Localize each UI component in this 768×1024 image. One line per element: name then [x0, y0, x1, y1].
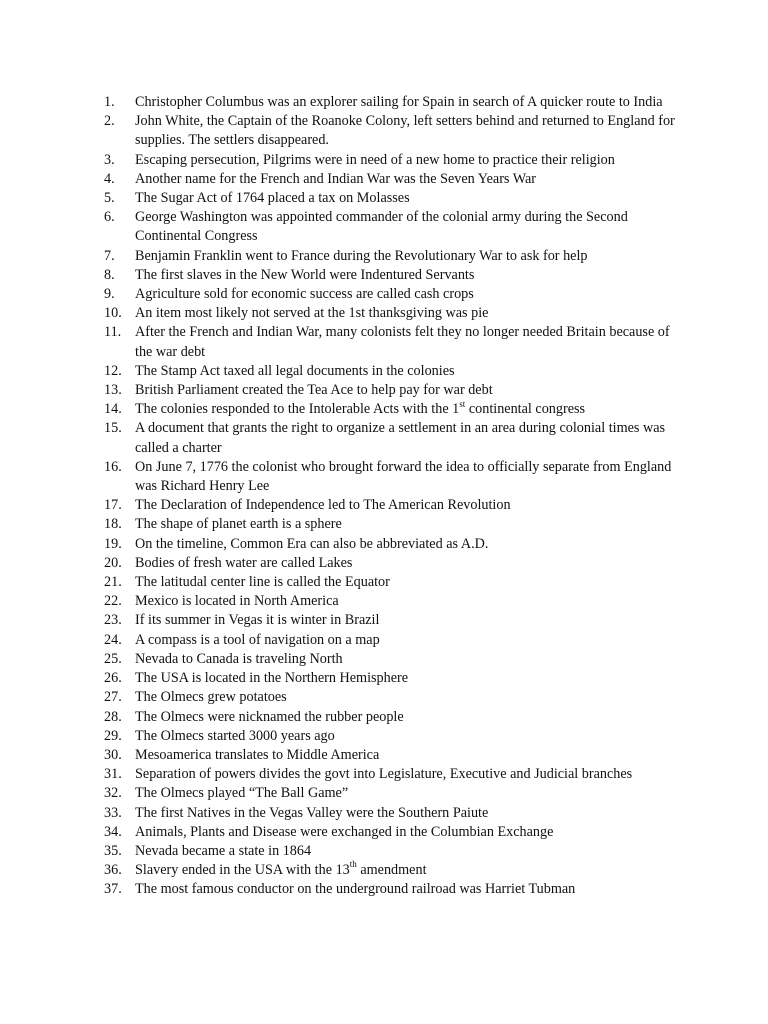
list-item-number: 17. — [104, 497, 122, 514]
list-item-text-main: An item most likely not served at the 1st thanksgiving was pie — [135, 305, 489, 322]
list-item-text-main: George Washington was appointed commander of the colonial army during the Second Continental Congress — [135, 209, 628, 245]
list-item-number: 6. — [104, 209, 115, 226]
ordinal-superscript: th — [349, 859, 357, 870]
list-item-text-main: A compass is a tool of navigation on a map — [135, 631, 380, 648]
list-item-text — [135, 94, 663, 110]
list-item — [104, 650, 684, 669]
list-item-text — [135, 459, 671, 494]
list-item-text — [135, 305, 488, 321]
list-item-text-main: Christopher Columbus was an explorer sailing for Spain in search of A quicker route to India — [135, 94, 663, 110]
list-item-number: 28. — [104, 708, 122, 725]
list-item-text-main: The Olmecs started 3000 years ago — [135, 727, 335, 744]
list-item-text-main: Another name for the French and Indian War was the Seven Years War — [135, 170, 537, 187]
list-item-number: 26. — [104, 670, 122, 687]
list-item-text — [135, 824, 553, 840]
list-item-text-main: On the timeline, Common Era can also be abbreviated as A.D. — [135, 535, 489, 552]
list-item-text-main: The first slaves in the New World were Indentured Servants — [135, 266, 475, 283]
list-item-number: 11. — [104, 324, 122, 341]
list-item-text — [135, 728, 335, 744]
list-item-text-main: The Stamp Act taxed all legal documents in the colonies — [135, 362, 455, 379]
list-item-number: 10. — [104, 305, 122, 322]
list-item-text-main: The first Natives in the Vegas Valley were the Southern Paiute — [135, 804, 489, 821]
list-item — [104, 266, 684, 285]
list-item-text-tail: amendment — [356, 862, 427, 879]
list-item-number: 24. — [104, 631, 122, 648]
list-item-text — [135, 709, 404, 725]
list-item-text — [135, 190, 410, 206]
list-item-text — [135, 420, 665, 455]
list-item-text — [135, 382, 493, 398]
list-item-text — [135, 363, 455, 379]
list-item-text-main: The Olmecs grew potatoes — [135, 689, 287, 706]
list-item-number: 30. — [104, 746, 122, 763]
list-item-text-tail: continental congress — [465, 401, 586, 418]
list-item-number: 12. — [104, 362, 122, 379]
list-item-number: 36. — [104, 862, 122, 879]
list-item-text — [135, 805, 488, 821]
list-item-number: 35. — [104, 842, 122, 859]
list-item-text-main: The shape of planet earth is a sphere — [135, 516, 342, 533]
list-item-text — [135, 574, 390, 590]
list-item-text-main: Separation of powers divides the govt into Legislature, Executive and Judicial branches — [135, 766, 633, 783]
list-item — [104, 611, 684, 630]
list-item — [104, 285, 684, 304]
list-item-text-main: Animals, Plants and Disease were exchanged in the Columbian Exchange — [135, 823, 554, 840]
list-item — [104, 784, 684, 803]
list-item — [104, 515, 684, 534]
list-item — [104, 554, 684, 573]
list-item-text — [135, 881, 575, 897]
numbered-list — [104, 93, 684, 900]
list-item-number: 14. — [104, 401, 122, 418]
list-item-number: 22. — [104, 593, 122, 610]
list-item-text — [135, 398, 586, 418]
list-item — [104, 535, 684, 554]
list-item — [104, 362, 684, 381]
list-item — [104, 804, 684, 823]
list-item-text-main: After the French and Indian War, many colonists felt they no longer needed Britain because of the war debt — [135, 324, 670, 360]
list-item-text-main: On June 7, 1776 the colonist who brought forward the idea to officially separate from England was Richard Henry Lee — [135, 458, 672, 495]
list-item-text-main: Mesoamerica translates to Middle America — [135, 746, 380, 763]
list-item-number: 29. — [104, 727, 122, 744]
list-item-text — [135, 747, 379, 763]
list-item-text — [135, 536, 488, 552]
list-item-text-main: Mexico is located in North America — [135, 593, 339, 610]
list-item — [104, 151, 684, 170]
list-item-text-main: The Sugar Act of 1764 placed a tax on Molasses — [135, 190, 410, 207]
list-item-text-main: Benjamin Franklin went to France during the Revolutionary War to ask for help — [135, 247, 588, 264]
list-item — [104, 400, 684, 419]
list-item — [104, 458, 684, 496]
list-item-number: 32. — [104, 785, 122, 802]
list-item — [104, 592, 684, 611]
list-item-text — [135, 632, 380, 648]
list-item-number: 13. — [104, 382, 122, 399]
list-item — [104, 746, 684, 765]
list-item-text — [135, 651, 343, 667]
list-item-text — [135, 516, 342, 532]
list-item-text-main: If its summer in Vegas it is winter in Brazil — [135, 612, 380, 629]
list-item-text-main: The Olmecs were nicknamed the rubber people — [135, 708, 404, 725]
list-item — [104, 861, 684, 880]
list-item-text-main: The latitudal center line is called the Equator — [135, 574, 390, 591]
list-item — [104, 823, 684, 842]
list-item-number: 31. — [104, 766, 122, 783]
list-item-text-main: Bodies of fresh water are called Lakes — [135, 554, 353, 571]
list-item-number: 7. — [104, 247, 115, 264]
list-item-text — [135, 286, 474, 302]
list-item — [104, 573, 684, 592]
list-item-text-main: Agriculture sold for economic success are called cash crops — [135, 286, 474, 303]
list-item-number: 9. — [104, 286, 115, 303]
list-item — [104, 708, 684, 727]
list-item-text-main: British Parliament created the Tea Ace to help pay for war debt — [135, 382, 493, 399]
list-item-number: 20. — [104, 554, 122, 571]
list-item-text — [135, 670, 408, 686]
list-item — [104, 170, 684, 189]
list-item — [104, 247, 684, 266]
list-item-text — [135, 113, 675, 148]
list-item-text — [135, 689, 287, 705]
list-item-text — [135, 843, 311, 859]
list-item-text-main: John White, the Captain of the Roanoke Colony, left setters behind and returned to England for supplies. The settlers disappeared. — [135, 113, 675, 149]
list-item-number: 16. — [104, 458, 122, 475]
list-item — [104, 688, 684, 707]
list-item-text-main: A document that grants the right to organize a settlement in an area during colonial times was called a charter — [135, 420, 666, 456]
list-item-text — [135, 171, 536, 187]
list-item-text-main: Nevada to Canada is traveling North — [135, 650, 343, 667]
list-item — [104, 189, 684, 208]
list-item-text — [135, 785, 348, 801]
list-item-number: 25. — [104, 650, 122, 667]
list-item-text-main: Nevada became a state in 1864 — [135, 842, 312, 859]
list-item-text — [135, 267, 474, 283]
list-item-text — [135, 152, 615, 168]
list-item-number: 5. — [104, 190, 115, 207]
list-item — [104, 93, 684, 112]
list-item — [104, 419, 684, 457]
list-item-text-main: Slavery ended in the USA with the 13 — [135, 862, 350, 879]
list-item-number: 1. — [104, 94, 115, 110]
list-item-number: 34. — [104, 823, 122, 840]
list-item — [104, 727, 684, 746]
list-item-text-main: The Declaration of Independence led to The American Revolution — [135, 497, 511, 514]
list-item — [104, 880, 684, 899]
list-item-text-main: The USA is located in the Northern Hemisphere — [135, 670, 409, 687]
list-item-number: 2. — [104, 113, 115, 130]
list-item-number: 8. — [104, 266, 115, 283]
list-item-text — [135, 859, 427, 879]
list-item-number: 21. — [104, 574, 122, 591]
list-item — [104, 669, 684, 688]
list-item — [104, 496, 684, 515]
list-item — [104, 765, 684, 784]
list-item-number: 33. — [104, 804, 122, 821]
list-item-number: 3. — [104, 151, 115, 168]
list-item-text — [135, 497, 511, 513]
ordinal-superscript: st — [459, 398, 466, 409]
list-item — [104, 112, 684, 150]
list-item-text — [135, 766, 632, 782]
list-item — [104, 381, 684, 400]
list-item-number: 19. — [104, 535, 122, 552]
list-item-text — [135, 248, 588, 264]
list-item-text — [135, 593, 339, 609]
list-item-number: 15. — [104, 420, 122, 437]
list-item-text-main: The most famous conductor on the underground railroad was Harriet Tubman — [135, 881, 576, 898]
list-item — [104, 323, 684, 361]
list-item-text-main: The Olmecs played “The Ball Game” — [135, 785, 349, 802]
list-item-number: 27. — [104, 689, 122, 706]
list-item-text-main: The colonies responded to the Intolerable Acts with the 1 — [135, 401, 460, 418]
list-item-number: 18. — [104, 516, 122, 533]
list-item-text — [135, 612, 379, 628]
list-item-number: 23. — [104, 612, 122, 629]
list-item-number: 4. — [104, 170, 115, 187]
list-item-text — [135, 209, 628, 244]
list-item — [104, 304, 684, 323]
list-item-text — [135, 555, 352, 571]
list-item — [104, 842, 684, 861]
list-item-text — [135, 324, 670, 359]
list-item-text-main: Escaping persecution, Pilgrims were in need of a new home to practice their religion — [135, 151, 615, 168]
list-item — [104, 208, 684, 246]
list-item — [104, 631, 684, 650]
list-item-number: 37. — [104, 881, 122, 898]
